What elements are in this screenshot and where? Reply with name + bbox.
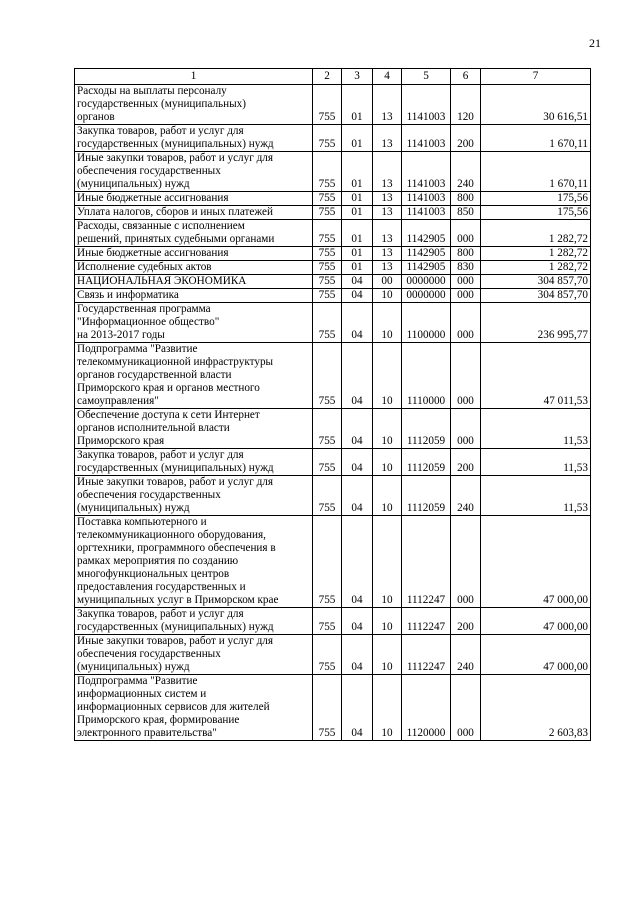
table-row — [75, 608, 591, 635]
col5-cell: 1112247 — [402, 516, 451, 608]
col6-cell: 120 — [451, 85, 481, 125]
amount-cell: 1 282,72 — [481, 220, 591, 247]
amount-cell: 175,56 — [481, 206, 591, 220]
header-cell: 1 — [75, 69, 313, 85]
amount-cell: 47 000,00 — [481, 608, 591, 635]
col6-cell: 800 — [451, 247, 481, 261]
col5-cell: 1120000 — [402, 675, 451, 741]
col3-cell: 04 — [342, 343, 373, 409]
row-name-cell: Поставка компьютерного и телекоммуникационного оборудования, оргтехники, программного обеспечения в рамках мероприятия по созданию многофункциональных центров предоставления государственных и муниципальных услуг в Приморском крае — [75, 516, 313, 608]
col6-cell: 850 — [451, 206, 481, 220]
row-name-cell: Закупка товаров, работ и услуг для государственных (муниципальных) нужд — [75, 608, 313, 635]
col3-cell: 04 — [342, 635, 373, 675]
col3-cell: 04 — [342, 303, 373, 343]
col5-cell: 1141003 — [402, 152, 451, 192]
col6-cell: 000 — [451, 303, 481, 343]
table-row — [75, 516, 591, 608]
col4-cell: 13 — [373, 85, 402, 125]
row-name-cell: Связь и информатика — [75, 289, 313, 303]
col5-cell: 1112247 — [402, 608, 451, 635]
col3-cell: 04 — [342, 608, 373, 635]
col2-cell: 755 — [313, 343, 342, 409]
col5-cell: 1112059 — [402, 449, 451, 476]
col4-cell: 13 — [373, 247, 402, 261]
col3-cell: 04 — [342, 289, 373, 303]
col5-cell: 1110000 — [402, 343, 451, 409]
col6-cell: 000 — [451, 343, 481, 409]
col5-cell: 1112059 — [402, 476, 451, 516]
amount-cell: 47 000,00 — [481, 635, 591, 675]
row-name-cell: Закупка товаров, работ и услуг для государственных (муниципальных) нужд — [75, 125, 313, 152]
amount-cell: 1 282,72 — [481, 261, 591, 275]
col3-cell: 04 — [342, 476, 373, 516]
col6-cell: 240 — [451, 635, 481, 675]
row-name-cell: Расходы на выплаты персоналу государственных (муниципальных) органов — [75, 85, 313, 125]
amount-cell: 2 603,83 — [481, 675, 591, 741]
col2-cell: 755 — [313, 476, 342, 516]
col5-cell: 1112247 — [402, 635, 451, 675]
table-row — [75, 476, 591, 516]
budget-table — [74, 68, 591, 741]
col2-cell: 755 — [313, 261, 342, 275]
amount-cell: 47 000,00 — [481, 516, 591, 608]
amount-cell: 304 857,70 — [481, 289, 591, 303]
amount-cell: 175,56 — [481, 192, 591, 206]
row-name-cell: Подпрограмма "Развитие телекоммуникационной инфраструктуры органов государственной власти Приморского края и органов местного самоуправления" — [75, 343, 313, 409]
col6-cell: 240 — [451, 152, 481, 192]
table-row — [75, 289, 591, 303]
table-row — [75, 206, 591, 220]
col3-cell: 01 — [342, 247, 373, 261]
col6-cell: 000 — [451, 289, 481, 303]
col2-cell: 755 — [313, 275, 342, 289]
col6-cell: 000 — [451, 675, 481, 741]
col6-cell: 800 — [451, 192, 481, 206]
col2-cell: 755 — [313, 409, 342, 449]
col4-cell: 13 — [373, 192, 402, 206]
col4-cell: 10 — [373, 516, 402, 608]
col4-cell: 10 — [373, 289, 402, 303]
col5-cell: 0000000 — [402, 289, 451, 303]
col4-cell: 13 — [373, 206, 402, 220]
col6-cell: 200 — [451, 125, 481, 152]
col4-cell: 10 — [373, 409, 402, 449]
col2-cell: 755 — [313, 303, 342, 343]
amount-cell: 236 995,77 — [481, 303, 591, 343]
col5-cell: 1142905 — [402, 247, 451, 261]
col2-cell: 755 — [313, 608, 342, 635]
row-name-cell: Иные закупки товаров, работ и услуг для обеспечения государственных (муниципальных) нужд — [75, 152, 313, 192]
col5-cell: 1141003 — [402, 206, 451, 220]
table-row — [75, 220, 591, 247]
row-name-cell: Расходы, связанные с исполнением решений, принятых судебными органами — [75, 220, 313, 247]
col5-cell: 0000000 — [402, 275, 451, 289]
table-row — [75, 152, 591, 192]
table-row — [75, 275, 591, 289]
col2-cell: 755 — [313, 192, 342, 206]
header-cell: 2 — [313, 69, 342, 85]
col6-cell: 240 — [451, 476, 481, 516]
col3-cell: 01 — [342, 192, 373, 206]
amount-cell: 304 857,70 — [481, 275, 591, 289]
row-name-cell: Иные бюджетные ассигнования — [75, 247, 313, 261]
col6-cell: 200 — [451, 449, 481, 476]
col5-cell: 1112059 — [402, 409, 451, 449]
table-row — [75, 343, 591, 409]
table-row — [75, 409, 591, 449]
col2-cell: 755 — [313, 516, 342, 608]
col3-cell: 01 — [342, 125, 373, 152]
row-name-cell: Исполнение судебных актов — [75, 261, 313, 275]
table-row — [75, 85, 591, 125]
col3-cell: 01 — [342, 206, 373, 220]
col2-cell: 755 — [313, 449, 342, 476]
row-name-cell: Иные закупки товаров, работ и услуг для обеспечения государственных (муниципальных) нужд — [75, 476, 313, 516]
page-number: 21 — [589, 36, 601, 50]
amount-cell: 1 670,11 — [481, 152, 591, 192]
col2-cell: 755 — [313, 247, 342, 261]
col2-cell: 755 — [313, 125, 342, 152]
col3-cell: 04 — [342, 409, 373, 449]
col4-cell: 10 — [373, 608, 402, 635]
col5-cell: 1141003 — [402, 192, 451, 206]
col4-cell: 10 — [373, 343, 402, 409]
col5-cell: 1142905 — [402, 220, 451, 247]
col2-cell: 755 — [313, 675, 342, 741]
col4-cell: 10 — [373, 476, 402, 516]
col4-cell: 10 — [373, 675, 402, 741]
table-row — [75, 125, 591, 152]
col2-cell: 755 — [313, 85, 342, 125]
col4-cell: 13 — [373, 125, 402, 152]
col6-cell: 200 — [451, 608, 481, 635]
col5-cell: 1142905 — [402, 261, 451, 275]
table-row — [75, 635, 591, 675]
col3-cell: 04 — [342, 449, 373, 476]
row-name-cell: Иные бюджетные ассигнования — [75, 192, 313, 206]
table-row — [75, 247, 591, 261]
row-name-cell: Обеспечение доступа к сети Интернет органов исполнительной власти Приморского края — [75, 409, 313, 449]
row-name-cell: Уплата налогов, сборов и иных платежей — [75, 206, 313, 220]
amount-cell: 11,53 — [481, 449, 591, 476]
col2-cell: 755 — [313, 635, 342, 675]
col4-cell: 10 — [373, 635, 402, 675]
amount-cell: 1 670,11 — [481, 125, 591, 152]
col4-cell: 10 — [373, 303, 402, 343]
col4-cell: 13 — [373, 261, 402, 275]
col2-cell: 755 — [313, 289, 342, 303]
row-name-cell: Государственная программа "Информационное общество" на 2013-2017 годы — [75, 303, 313, 343]
col2-cell: 755 — [313, 152, 342, 192]
col3-cell: 01 — [342, 152, 373, 192]
header-cell: 3 — [342, 69, 373, 85]
col3-cell: 04 — [342, 516, 373, 608]
header-cell: 5 — [402, 69, 451, 85]
col3-cell: 01 — [342, 85, 373, 125]
col4-cell: 13 — [373, 220, 402, 247]
table-header-row — [75, 69, 591, 85]
header-cell: 4 — [373, 69, 402, 85]
col6-cell: 000 — [451, 516, 481, 608]
col3-cell: 04 — [342, 275, 373, 289]
row-name-cell: Закупка товаров, работ и услуг для государственных (муниципальных) нужд — [75, 449, 313, 476]
col5-cell: 1141003 — [402, 85, 451, 125]
col5-cell: 1141003 — [402, 125, 451, 152]
amount-cell: 47 011,53 — [481, 343, 591, 409]
table-row — [75, 303, 591, 343]
col2-cell: 755 — [313, 206, 342, 220]
row-name-cell: Иные закупки товаров, работ и услуг для обеспечения государственных (муниципальных) нужд — [75, 635, 313, 675]
amount-cell: 30 616,51 — [481, 85, 591, 125]
table-row — [75, 192, 591, 206]
amount-cell: 11,53 — [481, 476, 591, 516]
header-cell: 6 — [451, 69, 481, 85]
col3-cell: 01 — [342, 261, 373, 275]
col3-cell: 01 — [342, 220, 373, 247]
col3-cell: 04 — [342, 675, 373, 741]
col2-cell: 755 — [313, 220, 342, 247]
header-cell: 7 — [481, 69, 591, 85]
table-row — [75, 449, 591, 476]
col6-cell: 000 — [451, 275, 481, 289]
col4-cell: 10 — [373, 449, 402, 476]
col4-cell: 13 — [373, 152, 402, 192]
row-name-cell: НАЦИОНАЛЬНАЯ ЭКОНОМИКА — [75, 275, 313, 289]
amount-cell: 11,53 — [481, 409, 591, 449]
col6-cell: 000 — [451, 220, 481, 247]
table-row — [75, 261, 591, 275]
amount-cell: 1 282,72 — [481, 247, 591, 261]
table-row — [75, 675, 591, 741]
row-name-cell: Подпрограмма "Развитие информационных систем и информационных сервисов для жителей Приморского края, формирование электронного правительства" — [75, 675, 313, 741]
col5-cell: 1100000 — [402, 303, 451, 343]
col6-cell: 000 — [451, 409, 481, 449]
col6-cell: 830 — [451, 261, 481, 275]
col4-cell: 00 — [373, 275, 402, 289]
